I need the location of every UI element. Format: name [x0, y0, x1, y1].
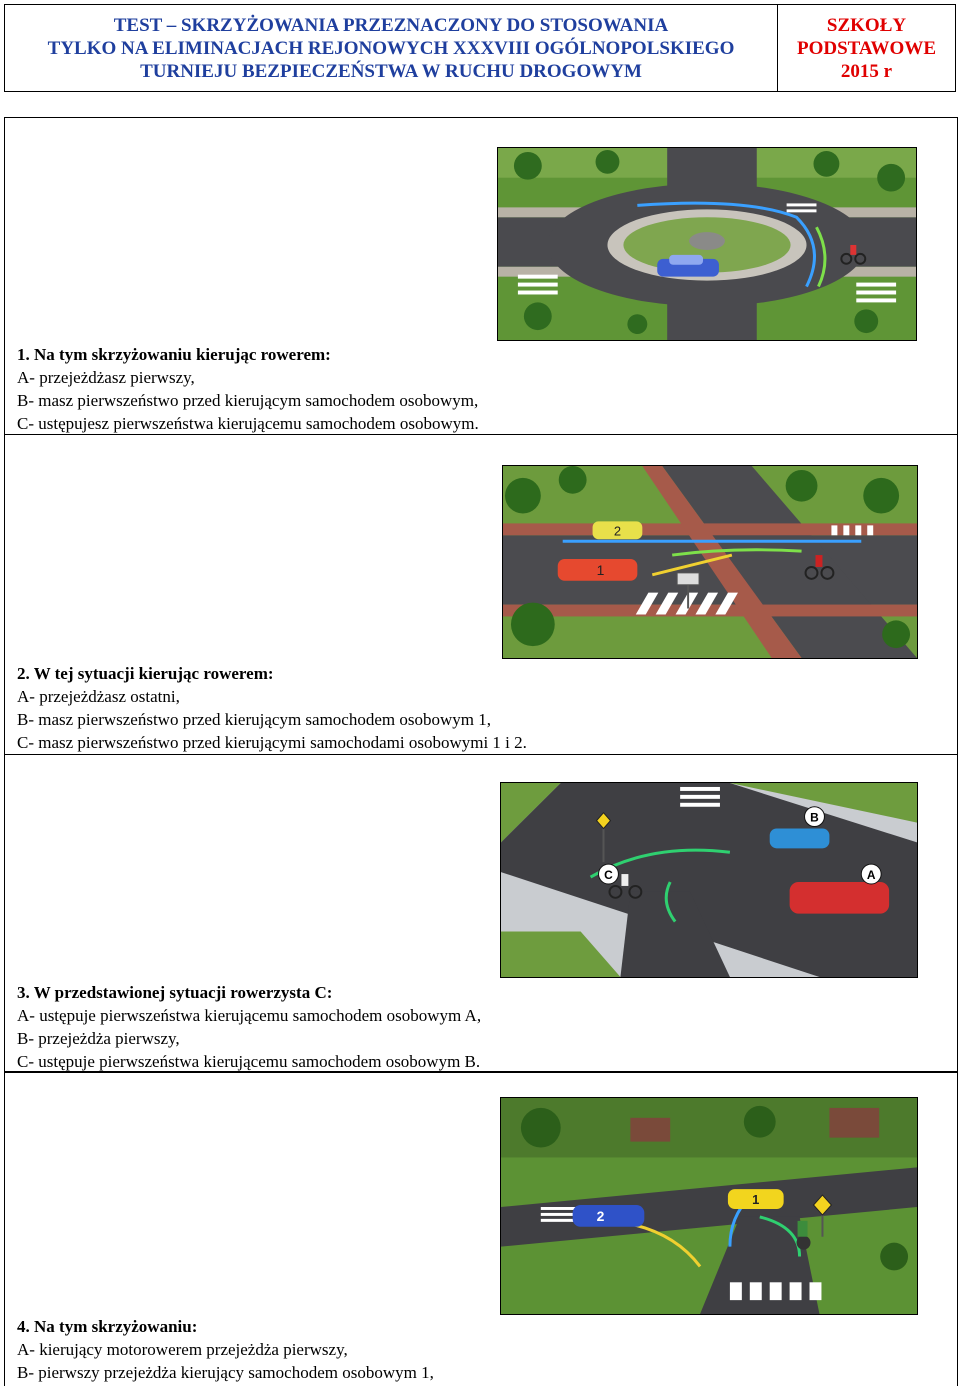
answer-a: A- przejeżdżasz pierwszy, — [17, 368, 195, 387]
car-a-label: A — [866, 868, 876, 883]
question-title: 2. W tej sytuacji kierując rowerem: — [17, 664, 274, 683]
document-header — [4, 4, 956, 92]
car-b-label: B — [810, 810, 819, 825]
answer-a: A- ustępuje pierwszeństwa kierującemu samochodem osobowym A, — [17, 1006, 482, 1025]
question-title: 4. Na tym skrzyżowaniu: — [17, 1317, 198, 1336]
t-junction-picture — [501, 1098, 917, 1314]
cyclist-c-label: C — [604, 868, 613, 883]
question-title: 3. W przedstawionej sytuacji rowerzysta C: — [17, 983, 333, 1002]
answer-c: C- masz pierwszeństwo przed kierującymi samochodami osobowymi 1 i 2. — [17, 733, 527, 752]
question-3-text — [17, 981, 481, 1073]
t-junction-illustration — [500, 1097, 918, 1315]
answer-c: C- ustępujesz pierwszeństwa kierującemu samochodem osobowym. — [17, 414, 479, 433]
roundabout-illustration — [497, 147, 917, 341]
test-title-line: TEST – SKRZYŻOWANIA PRZEZNACZONY DO STOSOWANIA — [113, 14, 669, 36]
crossroads-illustration — [502, 465, 918, 659]
car-2-label: 2 — [596, 1207, 605, 1224]
answer-a: A- przejeżdżasz ostatni, — [17, 687, 180, 706]
test-title — [5, 5, 778, 91]
car-1-label: 1 — [596, 561, 605, 578]
school-level-line: 2015 r — [840, 60, 893, 82]
question-2 — [4, 434, 958, 755]
school-level-line: PODSTAWOWE — [796, 37, 936, 59]
question-3 — [4, 754, 958, 1072]
question-title: 1. Na tym skrzyżowaniu kierując rowerem: — [17, 345, 331, 364]
crossroads-picture — [503, 466, 917, 658]
answer-a: A- kierujący motorowerem przejeżdża pierwszy, — [17, 1340, 348, 1359]
answer-b: B- masz pierwszeństwo przed kierującym samochodem osobowym, — [17, 391, 479, 410]
crossing-picture — [501, 783, 917, 977]
question-4-text — [17, 1315, 434, 1384]
answer-b: B- masz pierwszeństwo przed kierującym samochodem osobowym 1, — [17, 710, 491, 729]
question-1-text — [17, 343, 479, 435]
car-2-label: 2 — [613, 523, 622, 539]
question-1 — [4, 117, 958, 435]
answer-c: C- ustępuje pierwszeństwa kierującemu samochodem osobowym B. — [17, 1052, 481, 1071]
car-1-label: 1 — [752, 1192, 760, 1208]
crossing-illustration — [500, 782, 918, 978]
question-4 — [4, 1072, 958, 1386]
roundabout-picture — [498, 148, 916, 340]
answer-b: B- przejeżdża pierwszy, — [17, 1029, 180, 1048]
test-title-line: TYLKO NA ELIMINACJACH REJONOWYCH XXXVIII OGÓLNOPOLSKIEGO — [47, 37, 735, 59]
answer-b: B- pierwszy przejeżdża kierujący samochodem osobowym 1, — [17, 1363, 434, 1382]
test-title-line: TURNIEJU BEZPIECZEŃSTWA W RUCHU DROGOWYM — [140, 60, 642, 82]
school-level-line: SZKOŁY — [826, 14, 907, 36]
question-2-text — [17, 662, 527, 754]
school-level — [778, 5, 955, 91]
